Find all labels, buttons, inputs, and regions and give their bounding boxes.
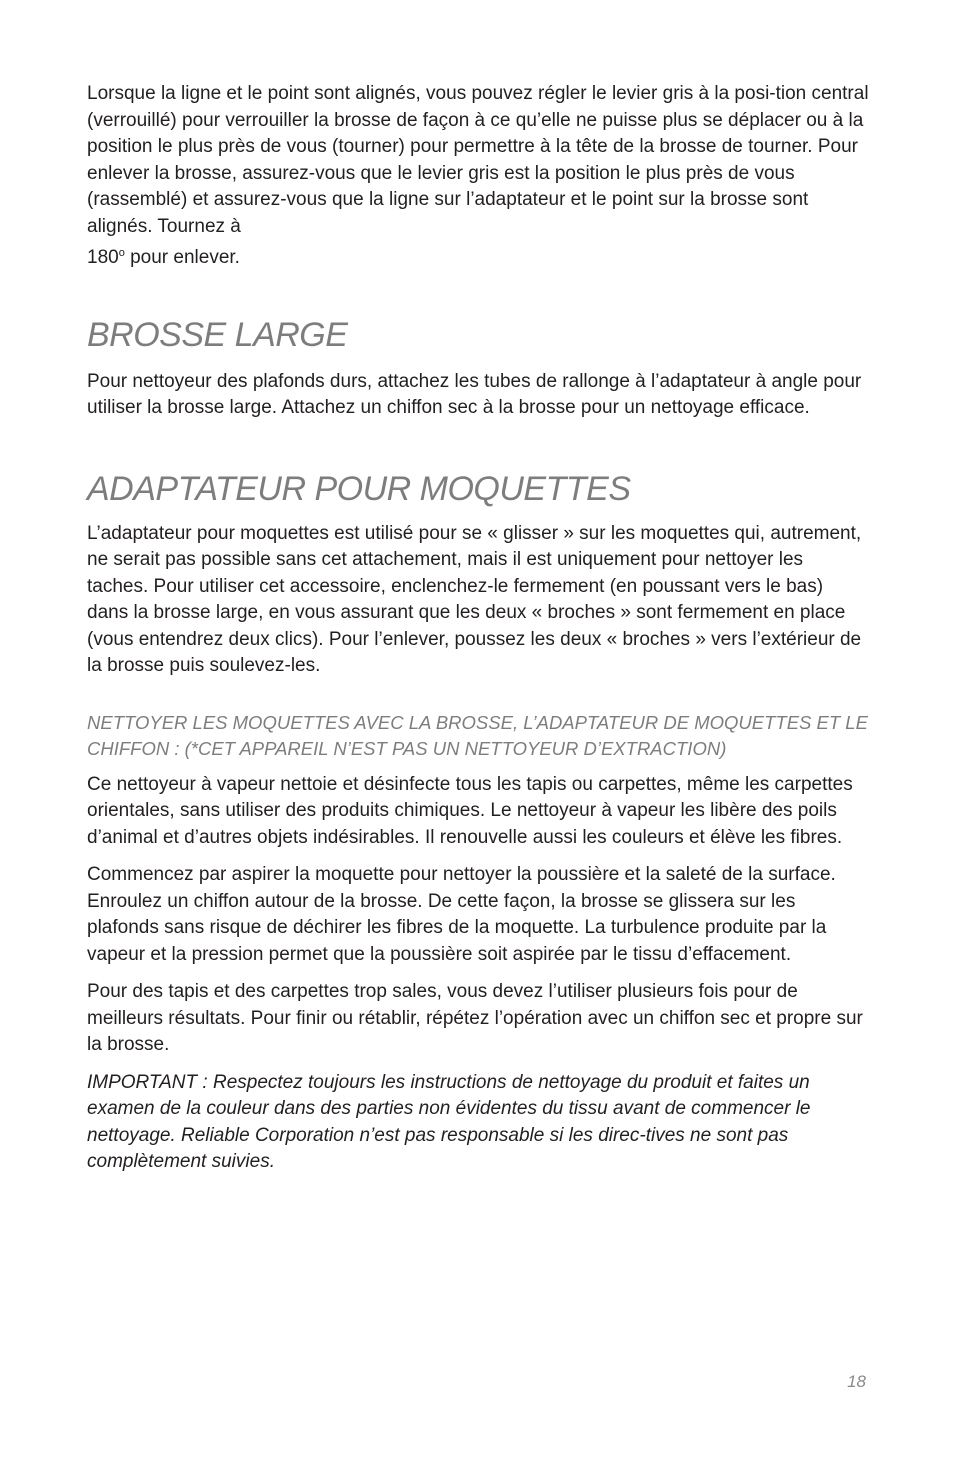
degree-value: 180 <box>87 247 119 268</box>
manual-page <box>87 81 869 1176</box>
adaptateur-paragraph: L’adaptateur pour moquettes est utilisé pour se « glisser » sur les moquettes qui, autrement, ne serait pas possible sans cet attachement, mais il est uniquement pour nettoyer les taches. Pour utiliser cet accessoire, enclenchez-le fermement (en poussant vers le bas) dans la brosse large, en vous assurant que les deux « broches » sont fermement en place (vous entendrez deux clics). Pour l’enlever, poussez les deux « broches » vers l’extérieur de la brosse puis soulevez-les. <box>87 522 862 676</box>
nettoyer-paragraph-3: Pour des tapis et des carpettes trop sales, vous devez l’utiliser plusieurs fois pour de meilleurs résultats. Pour finir ou rétablir, répétez l’opération avec un chiffon sec et propre sur la brosse. <box>87 981 863 1055</box>
nettoyer-paragraph-1: Ce nettoyeur à vapeur nettoie et désinfecte tous les tapis ou carpettes, même les carpettes orientales, sans utiliser des produits chimiques. Le nettoyeur à vapeur les libère des poils d’animal et d’autres objets indésirables. Il renouvelle aussi les couleurs et élève les fibres. <box>87 773 853 848</box>
nettoyer-paragraph-2: Commencez par aspirer la moquette pour nettoyer la poussière et la saleté de la surface. Enroulez un chiffon autour de la brosse. De cette façon, la brosse se glissera sur les plafonds sans risque de déchirer les fibres de la moquette. La turbulence produite par la vapeur et la pression permet que la poussière soit aspirée par le tissu d’effacement. <box>87 864 836 965</box>
intro-text-end: pour enlever. <box>124 247 240 268</box>
subheading-nettoyer-moquettes: NETTOYER LES MOQUETTES AVEC LA BROSSE, L’ADAPTATEUR DE MOQUETTES ET LE CHIFFON : (*CET APPAREIL N’EST PAS UN NETTOYEUR D’EXTRACTION) <box>87 711 868 759</box>
intro-paragraph <box>87 81 869 272</box>
page-number: 18 <box>847 1372 866 1391</box>
important-note: IMPORTANT : Respectez toujours les instructions de nettoyage du produit et faites un examen de la couleur dans des parties non évidentes du tissu avant de commencer le nettoyage. Reliable Corporation n’est pas responsable si les direc-tives ne sont pas complètement suivies. <box>87 1071 811 1172</box>
intro-text: Lorsque la ligne et le point sont alignés, vous pouvez régler le levier gris à la posi-tion central (verrouillé) pour verrouiller la brosse de façon à ce qu’elle ne puisse plus se déplacer ou à la position le plus près de vous (tourner) pour permettre à la tête de la brosse de tourner. Pour enlever la brosse, assurez-vous que le levier gris est la position le plus près de vous (rassemblé) et assurez-vous que la ligne sur l’adaptateur et le point sur la brosse sont alignés. Tournez à <box>87 83 869 237</box>
heading-brosse-large: BROSSE LARGE <box>87 315 348 354</box>
heading-adaptateur-moquettes: ADAPTATEUR POUR MOQUETTES <box>87 469 631 508</box>
brosse-large-paragraph: Pour nettoyeur des plafonds durs, attachez les tubes de rallonge à l’adaptateur à angle pour utiliser la brosse large. Attachez un chiffon sec à la brosse pour un nettoyage efficace. <box>87 370 862 418</box>
degree-sign: o <box>118 247 125 259</box>
